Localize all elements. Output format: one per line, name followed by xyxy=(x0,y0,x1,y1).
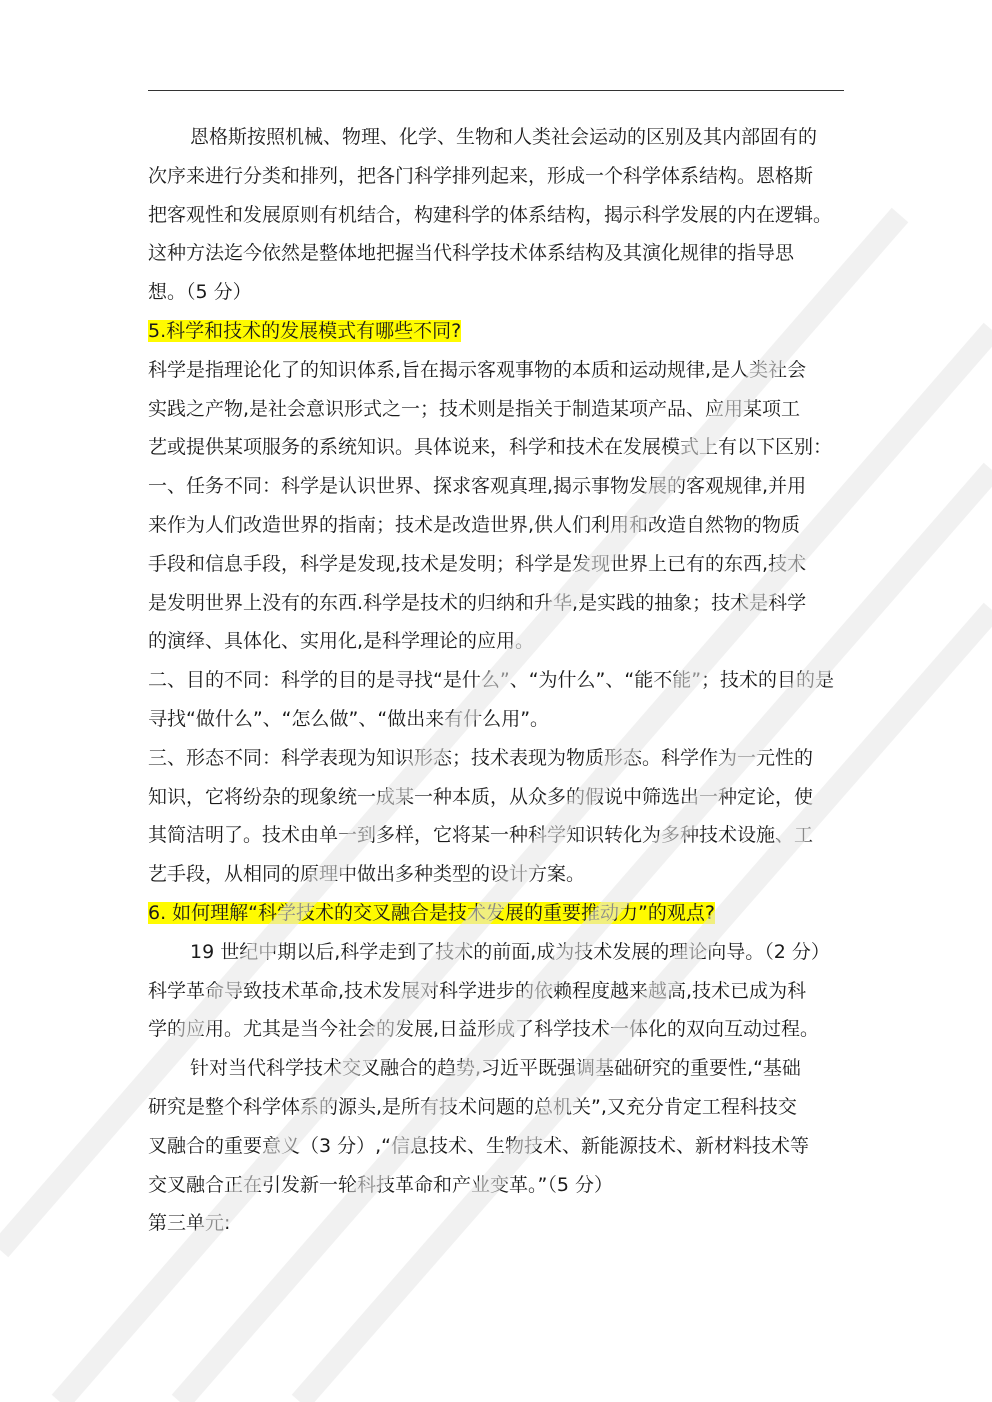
text-line: 19 世纪中期以后,科学走到了技术的前面,成为技术发展的理论向导。（2 分） xyxy=(190,940,830,963)
text-line: 科学革命导致技术革命,技术发展对科学进步的依赖程度越来越高,技术已成为科 xyxy=(148,979,807,1002)
text-line: 次序来进行分类和排列，把各门科学排列起来，形成一个科学体系结构。恩格斯 xyxy=(148,164,814,187)
text-line: 一、任务不同：科学是认识世界、探求客观真理,揭示事物发展的客观规律,并用 xyxy=(148,475,807,498)
text-line: 寻找“做什么”、“怎么做”、“做出来有什么用”。 xyxy=(148,707,550,730)
text-line: 手段和信息手段，科学是发现,技术是发明；科学是发现世界上已有的东西,技术 xyxy=(148,552,807,575)
question-6-title: 6. 如何理解“科学技术的交叉融合是技术发展的重要推动力”的观点? xyxy=(148,901,715,924)
text-line: 艺手段，从相同的原理中做出多种类型的设计方案。 xyxy=(148,863,586,886)
unit-heading: 第三单元: xyxy=(148,1212,231,1235)
header-rule xyxy=(148,90,844,91)
text-line: 想。（5 分） xyxy=(148,281,252,304)
text-line: 针对当代科学技术交叉融合的趋势,习近平既强调基础研究的重要性,“基础 xyxy=(190,1057,801,1080)
text-line: 恩格斯按照机械、物理、化学、生物和人类社会运动的区别及其内部固有的 xyxy=(190,126,818,148)
text-line: 其简洁明了。技术由单一到多样，它将某一种科学知识转化为多种技术设施、工 xyxy=(148,824,814,847)
question-5-title: 5.科学和技术的发展模式有哪些不同? xyxy=(148,319,462,342)
text-line: 把客观性和发展原则有机结合，构建科学的体系结构，揭示科学发展的内在逻辑。 xyxy=(148,203,833,226)
text-line: 是发明世界上没有的东西.科学是技术的归纳和升华,是实践的抽象；技术是科学 xyxy=(148,591,807,614)
text-line: 知识，它将纷杂的现象统一成某一种本质，从众多的假说中筛选出一种定论，使 xyxy=(148,785,814,808)
text-line: 叉融合的重要意义（3 分）,“信息技术、生物技术、新能源技术、新材料技术等 xyxy=(148,1134,810,1157)
question-5-heading xyxy=(148,312,844,351)
text-line: 的演绎、具体化、实用化,是科学理论的应用。 xyxy=(148,630,535,653)
text-line: 交叉融合正在引发新一轮科技革命和产业变革。”（5 分） xyxy=(148,1173,613,1196)
text-line: 学的应用。尤其是当今社会的发展,日益形成了科学技术一体化的双向互动过程。 xyxy=(148,1018,820,1041)
text-line: 这种方法迄今依然是整体地把握当代科学技术体系结构及其演化规律的指导思 xyxy=(148,242,795,265)
text-line: 研究是整个科学体系的源头,是所有技术问题的总机关”,又充分肯定工程科技交 xyxy=(148,1095,797,1118)
text-line: 科学是指理论化了的知识体系,旨在揭示客观事物的本质和运动规律,是人类社会 xyxy=(148,358,807,381)
text-line: 艺或提供某项服务的系统知识。具体说来，科学和技术在发展模式上有以下区别： xyxy=(148,436,833,459)
text-line: 实践之产物,是社会意识形式之一；技术则是指关于制造某项产品、应用某项工 xyxy=(148,397,801,420)
text-line: 二、目的不同：科学的目的是寻找“是什么”、“为什么”、“能不能”；技术的目的是 xyxy=(148,669,835,692)
question-6-heading xyxy=(148,894,844,933)
text-line: 来作为人们改造世界的指南；技术是改造世界,供人们利用和改造自然物的物质 xyxy=(148,513,801,536)
text-line: 三、形态不同：科学表现为知识形态；技术表现为物质形态。科学作为一元性的 xyxy=(148,746,814,769)
document-body xyxy=(148,118,844,1243)
